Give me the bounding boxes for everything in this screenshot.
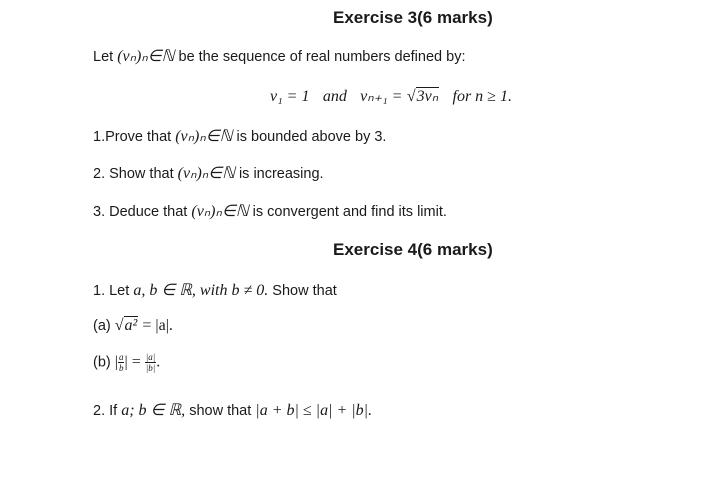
ex3-intro-pre: Let xyxy=(93,49,114,65)
ex4-q1-pre: 1. Let xyxy=(93,283,130,299)
exercise3-title: Exercise 3(6 marks) xyxy=(333,8,493,27)
ex3-question-3 xyxy=(93,201,447,221)
ex4-question-2 xyxy=(93,400,372,420)
ex4-part-b xyxy=(93,352,160,373)
q2-pre: 2. Show that xyxy=(93,166,174,182)
ex3-intro xyxy=(93,46,465,66)
def-condition: for n ≥ 1. xyxy=(452,88,512,105)
q3-post: is convergent and find its limit. xyxy=(252,204,447,220)
frac-denominator: b xyxy=(118,363,124,373)
def-radicand: 3vₙ xyxy=(416,88,439,105)
def-and: and xyxy=(322,88,347,105)
ex3-question-1 xyxy=(93,126,386,146)
sequence-symbol: (vₙ)ₙ∈ℕ xyxy=(117,48,175,65)
part-b-label: (b) xyxy=(93,354,111,371)
ex4-q1-math: a, b ∈ ℝ, with b ≠ 0. xyxy=(133,282,269,299)
exercise4-title: Exercise 4(6 marks) xyxy=(333,240,493,259)
radical-sign: √ xyxy=(406,88,416,105)
part-a-label: (a) xyxy=(93,318,111,334)
sequence-symbol: (vₙ)ₙ∈ℕ xyxy=(191,203,249,220)
equals-sign: = xyxy=(131,353,141,371)
ex4-part-a xyxy=(93,317,173,335)
def-recurrence-left: vₙ₊₁ = xyxy=(360,88,403,105)
q1-post: is bounded above by 3. xyxy=(236,129,387,145)
q2-post: is increasing. xyxy=(238,166,324,182)
ex3-definition xyxy=(270,86,512,106)
ex4-q2-mid: show that xyxy=(189,403,252,419)
part-a-radicand: a² xyxy=(124,317,138,334)
ex3-question-2 xyxy=(93,163,324,183)
ex4-q2-pre: 2. If xyxy=(93,403,118,419)
sequence-symbol: (vₙ)ₙ∈ℕ xyxy=(175,128,233,145)
frac-denominator: |b| xyxy=(145,363,156,373)
frac-numerator: |a| xyxy=(145,352,156,362)
ex3-intro-post: be the sequence of real numbers defined by: xyxy=(178,49,466,65)
q3-pre: 3. Deduce that xyxy=(93,204,188,220)
ex4-question-1 xyxy=(93,280,337,300)
def-v1: v₁ = 1 xyxy=(270,88,310,105)
part-a-rhs: = |a|. xyxy=(142,317,173,334)
abs-bar-right: | xyxy=(124,353,128,371)
ex4-q1-post: Show that xyxy=(272,283,337,299)
q1-pre: 1.Prove that xyxy=(93,129,172,145)
frac-numerator: a xyxy=(118,352,124,362)
period: . xyxy=(156,353,161,371)
fraction-abs-a-over-abs-b xyxy=(145,352,156,373)
sequence-symbol: (vₙ)ₙ∈ℕ xyxy=(177,165,235,182)
ex4-q2-math2: |a + b| ≤ |a| + |b|. xyxy=(255,402,373,419)
abs-bar-left: | xyxy=(114,353,118,371)
radical-sign: √ xyxy=(114,317,124,334)
ex4-q2-math1: a; b ∈ ℝ, xyxy=(121,402,186,419)
